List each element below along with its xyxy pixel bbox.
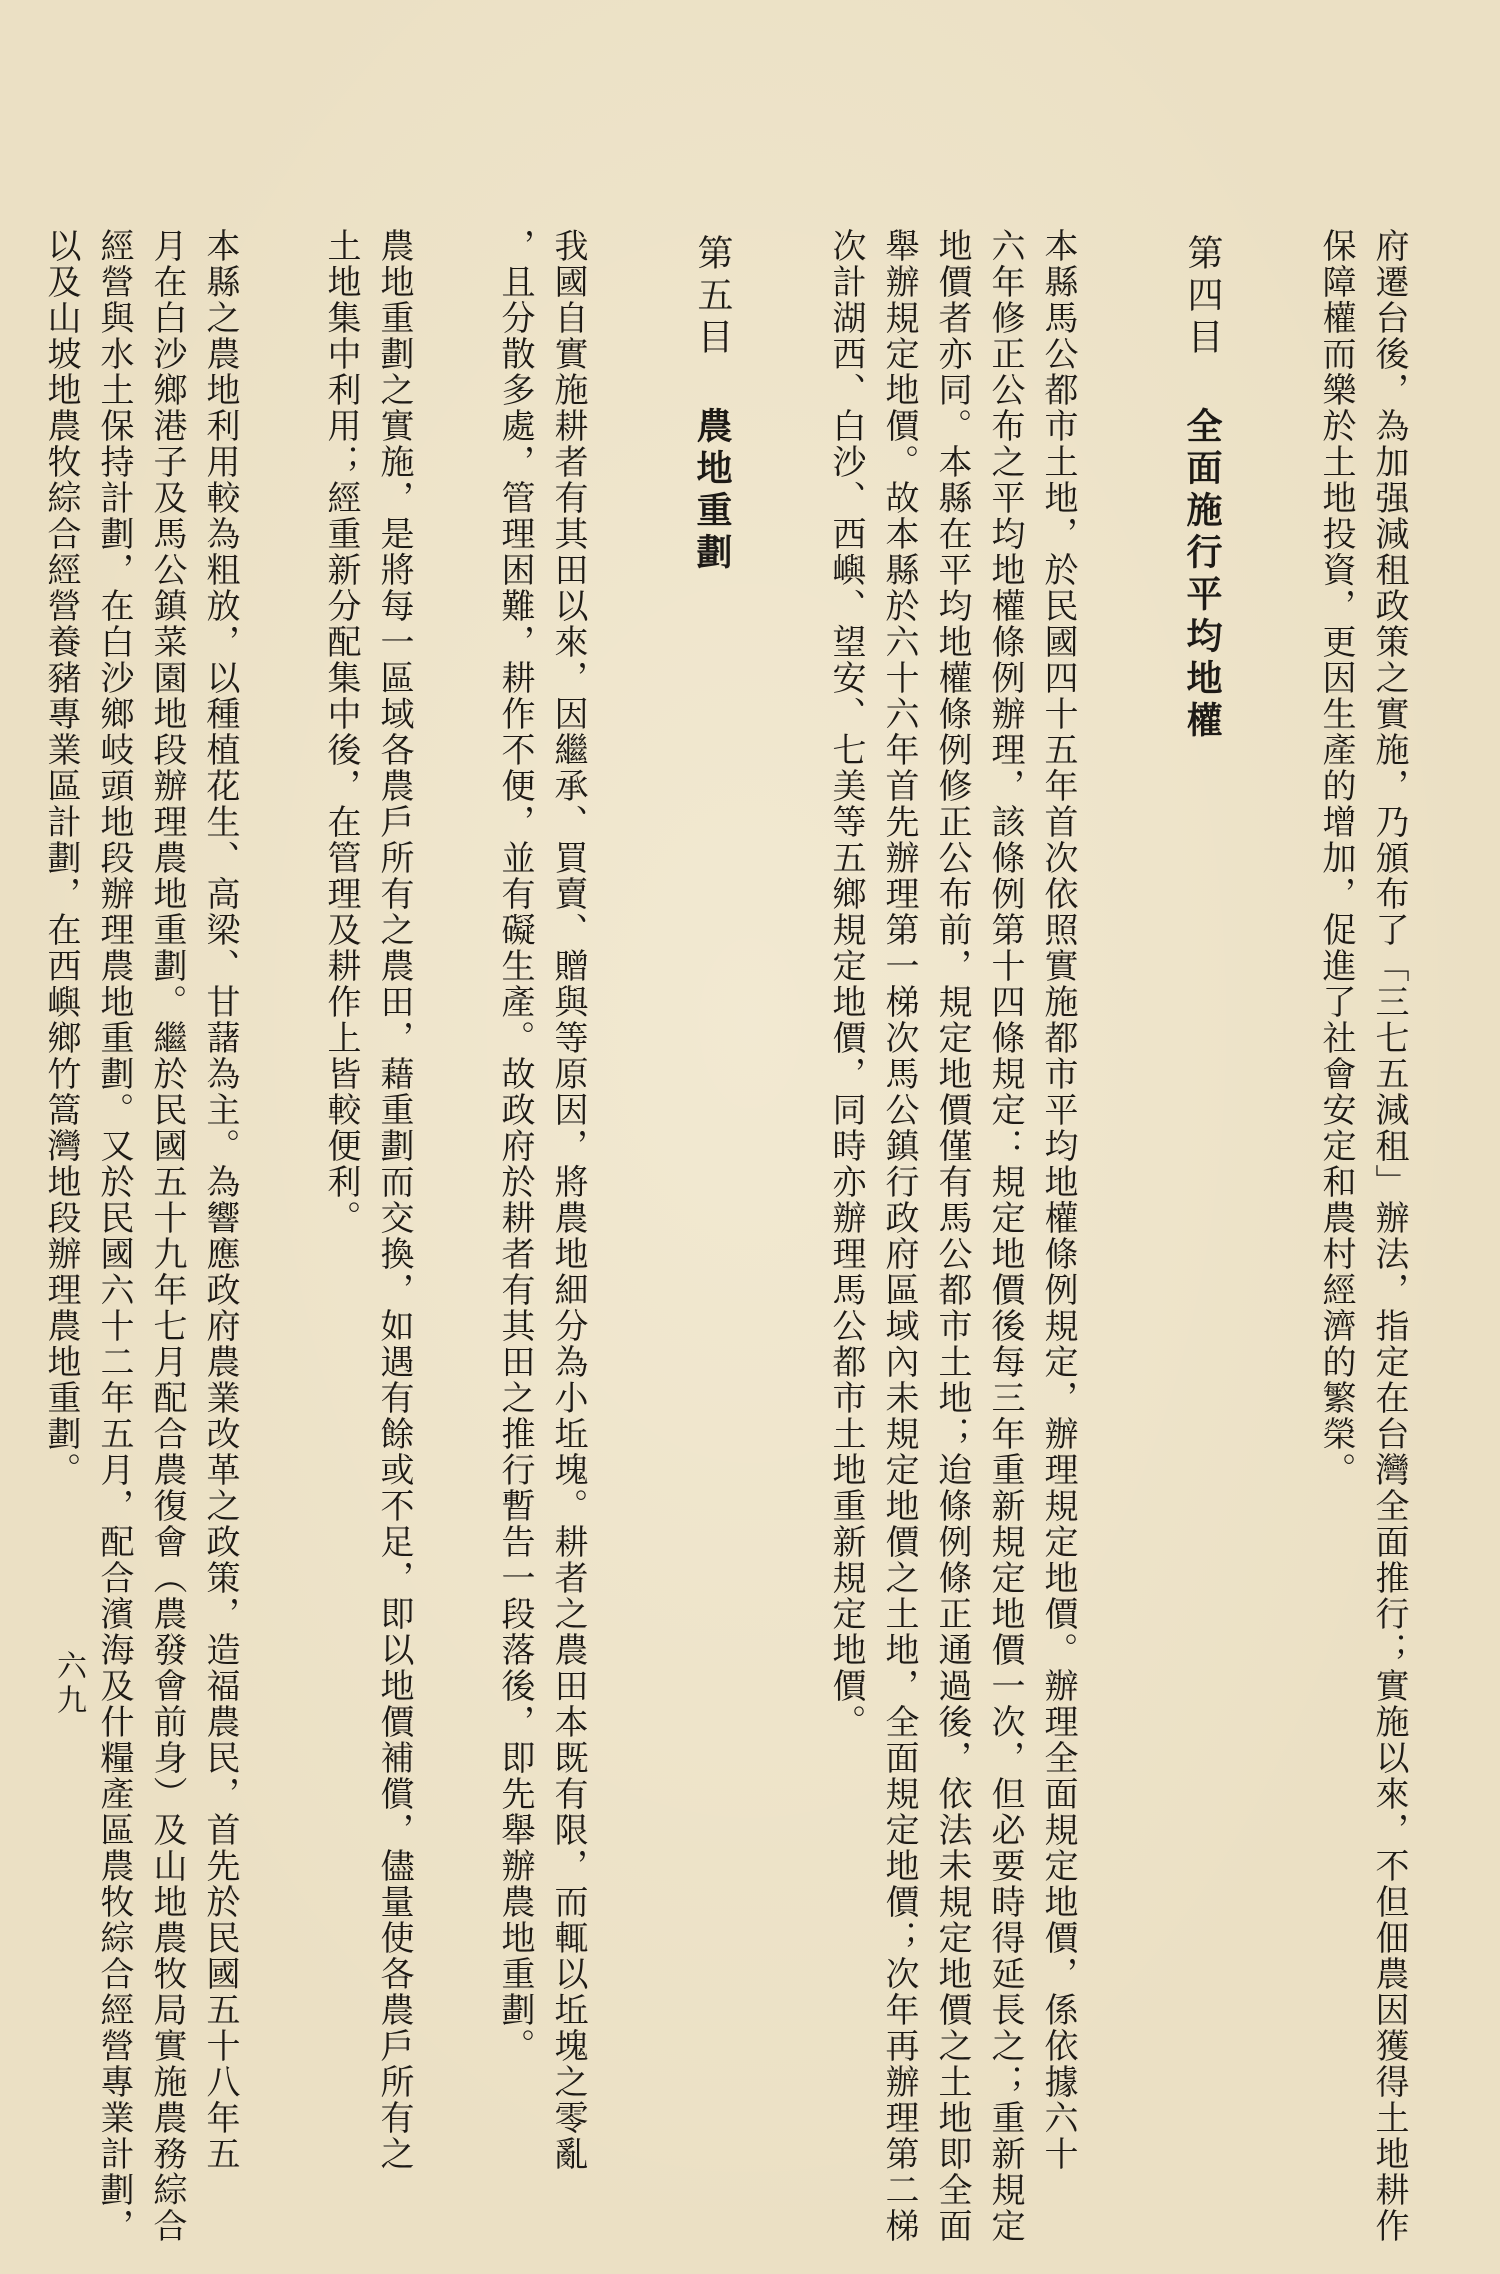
subsection-title: 農地重劃 [691, 407, 733, 575]
subsection-title: 全面施行平均地權 [1181, 407, 1223, 743]
subsection-number: 第四目 [1182, 234, 1223, 360]
subsection-heading-4 [1152, 234, 1309, 2122]
vertical-text-body [0, 228, 1415, 2244]
text-line: 我國自實施耕者有其田以來，因繼承、買賣、贈與等原因，將農地細分為小坵塊。耕者之農田本既有限，而輒以坵塊之零亂 [548, 228, 588, 2172]
text-line: 六年修正公布之平均地權條例辦理，該條例第十四條規定：規定地價後每三年重新規定地價一次，但必要時得延長之；重新規定 [985, 228, 1025, 2244]
text-line: 次計湖西、白沙、西嶼、望安、七美等五鄉規定地價，同時亦辦理馬公都市土地重新規定地價。 [826, 228, 866, 1740]
text-line: 地價者亦同。本縣在平均地權條例修正公布前，規定地價僅有馬公都市土地；迨條例條正通過後，依法未規定地價之土地即全面 [932, 228, 972, 2244]
text-line: 土地集中利用；經重新分配集中後，在管理及耕作上皆較便利。 [321, 228, 361, 1236]
text-line: 本縣馬公都市土地，於民國四十五年首次依照實施都市平均地權條例規定，辦理規定地價。辦理全面規定地價，係依據六十 [1038, 228, 1078, 2172]
text-line: 經營與水土保持計劃，在白沙鄉岐頭地段辦理農地重劃。又於民國六十二年五月，配合濱海及什糧產區農牧綜合經營專業計劃， [94, 228, 134, 2244]
page-number: 六九 [51, 1650, 86, 1718]
text-line: 舉辦規定地價。故本縣於六十六年首先辦理第一梯次馬公鎮行政府區域內未規定地價之土地，全面規定地價；次年再辦理第二梯 [879, 228, 919, 2244]
subsection-heading-5 [662, 234, 819, 2122]
text-line: 保障權而樂於土地投資，更因生產的增加，促進了社會安定和農村經濟的繁榮。 [1316, 228, 1356, 1488]
text-line: ，且分散多處，管理困難，耕作不便，並有礙生產。故政府於耕者有其田之推行暫告一段落後，即先舉辦農地重劃。 [495, 228, 535, 2064]
text-line: 以及山坡地農牧綜合經營養豬專業區計劃，在西嶼鄉竹篙灣地段辦理農地重劃。 [41, 228, 81, 1488]
subsection-number: 第五目 [692, 234, 733, 360]
text-line: 農地重劃之實施，是將每一區域各農戶所有之農田，藉重劃而交換，如遇有餘或不足，即以地價補償，儘量使各農戶所有之 [374, 228, 414, 2172]
text-line: 月在白沙鄉港子及馬公鎮菜園地段辦理農地重劃。繼於民國五十九年七月配合農復會（農發會前身）及山地農牧局實施農務綜合 [147, 228, 187, 2244]
section-heading-3 [0, 242, 34, 2114]
text-line: 府遷台後，為加强減租政策之實施，乃頒布了「三七五減租」辦法，指定在台灣全面推行；實施以來，不但佃農因獲得土地耕作 [1369, 228, 1409, 2244]
text-line: 本縣之農地利用較為粗放，以種植花生、高梁、甘藷為主。為響應政府農業改革之政策，造福農民，首先於民國五十八年五 [200, 228, 240, 2172]
